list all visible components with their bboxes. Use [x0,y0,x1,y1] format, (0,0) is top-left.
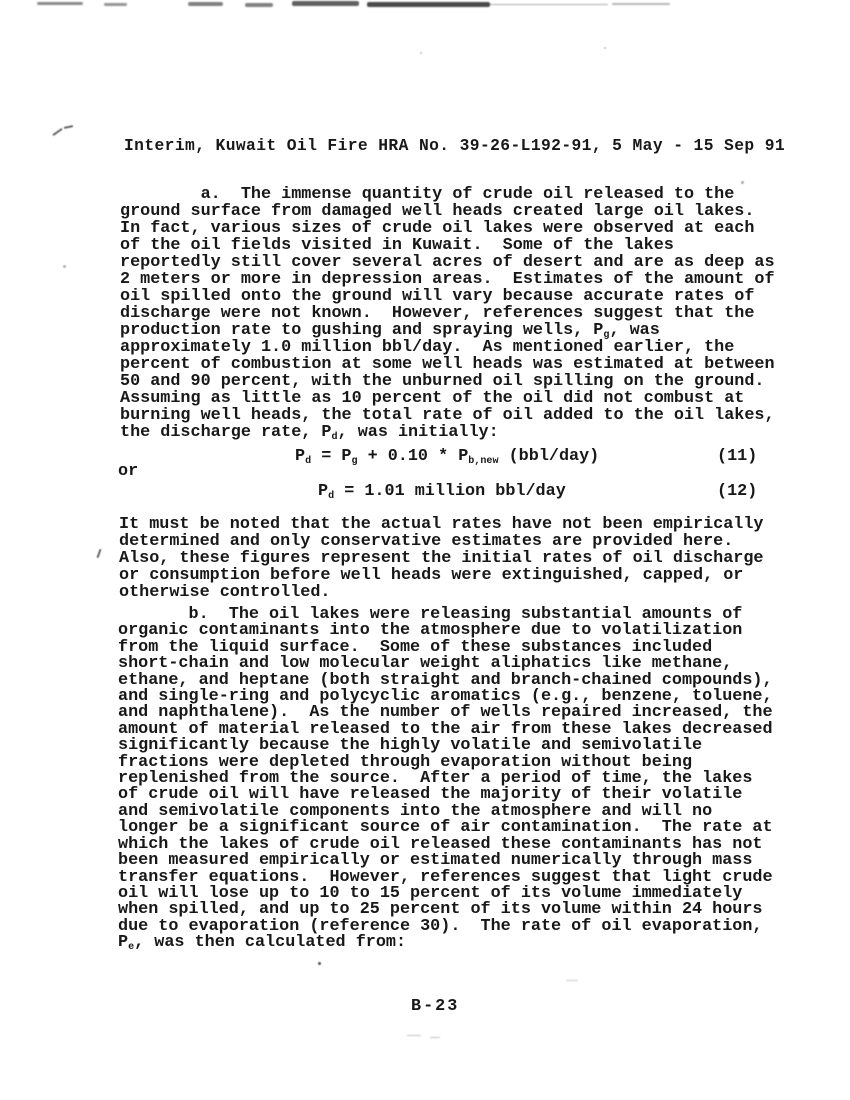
scan-streak [37,2,83,5]
scan-streak [292,1,359,6]
or-connector: or [118,462,139,481]
equation-12 [0,482,850,503]
scan-speck [420,52,422,54]
scan-speck [97,549,102,558]
equation-12-expression: $P_d = 1.01$ million bbl/day [318,482,566,503]
scan-streak [245,3,273,7]
scan-speck [430,1037,440,1038]
scan-speck [63,265,66,268]
scan-streak [104,3,127,6]
page-number: B-23 [411,997,460,1016]
pencil-tick [52,128,62,136]
paragraph-note: It must be noted that the actual rates have not been empirically determined and only conservative estimates are provided here. Also, these figures represent the initial rates of oil discharge or consumption before well heads were extinguished, capped, or otherwise controlled. [119,515,764,602]
scan-speck [407,1035,421,1036]
scan-speck [566,980,578,981]
scan-streak [367,2,490,7]
equation-12-number: (12) [717,482,758,501]
pencil-tick [64,125,73,129]
document-header: Interim, Kuwait Oil Fire HRA No. 39-26-L192-91, 5 May - 15 Sep 91 [124,136,786,155]
scan-streak [612,3,670,5]
scan-streak [488,4,608,5]
scan-speck [604,47,606,49]
scan-streak [188,2,223,6]
paragraph-a: a. The immense quantity of crude oil released to the ground surface from damaged well heads created large oil lakes. In fact, various sizes of crude oil lakes were observed at each of the oil fields visited in Kuwait. Some of the lakes reportedly still cover several acres of desert and are as deep as 2 meters or more in depression areas. Estimates of the amount of oil spilled onto the ground will vary because accurate rates of discharge were not known. However, references suggest that the production rate to gushing and spraying wells, $P_g$, was approximately 1.0 million bbl/day. As mentioned earlier, the percent of combustion at some well heads was estimated at between 50 and 90 percent, with the unburned oil spilling on the ground. Assuming as little as 10 percent of the oil did not combust at burning well heads, the total rate of oil added to the oil lakes, the discharge rate, $P_d$, was initially: [120,185,775,444]
paragraph-b: b. The oil lakes were releasing substantial amounts of organic contaminants into the atmosphere due to volatilization from the liquid surface. Some of these substances included short-chain and low molecular weight aliphatics like methane, ethane, and heptane (both straight and branch-chained compounds), and single-ring and polycyclic aromatics (e.g., benzene, toluene, and naphthalene). As the number of wells repaired increased, the amount of material released to the air from these lakes decreased significantly because the highly volatile and semivolatile fractions were depleted through evaporation without being replenished from the source. After a period of time, the lakes of crude oil will have released the majority of their volatile and semivolatile components into the atmosphere and will no longer be a significant source of air contamination. The rate at which the lakes of crude oil released these contaminants has not been measured empirically or estimated numerically through mass transfer equations. However, references suggest that light crude oil will lose up to 10 to 15 percent of its volume immediately when spilled, and up to 25 percent of its volume within 24 hours due to evaporation (reference 30). The rate of oil evaporation, $P_e$, was then calculated from: [118,605,773,954]
equation-11-number: (11) [717,447,758,466]
scan-speck [741,181,744,184]
equation-11-expression: $P_d = P_g + 0.10 * P_{b,new}$ (bbl/day) [295,447,600,468]
scan-speck [318,962,321,965]
